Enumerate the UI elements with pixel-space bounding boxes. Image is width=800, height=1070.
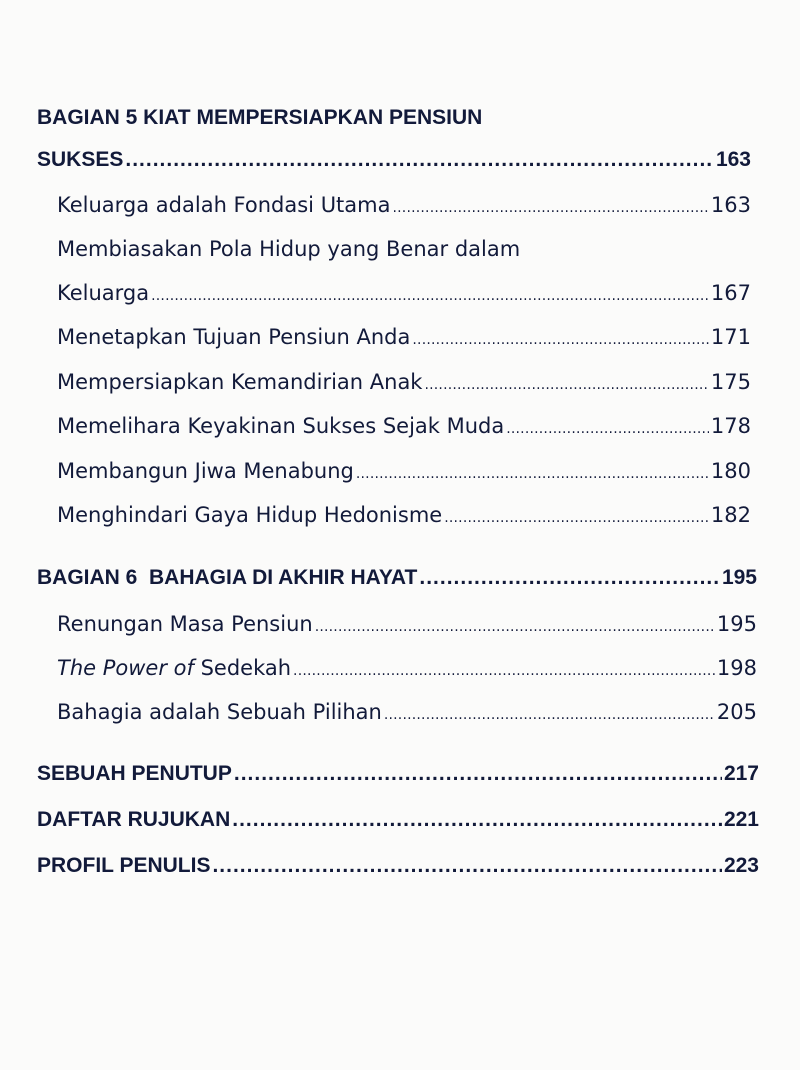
dot-leader (356, 466, 709, 482)
entry-title-italic: The Power of (57, 656, 194, 680)
dot-leader (412, 332, 709, 348)
section-5-title-cont: SUKSES (37, 148, 124, 171)
closing-row (37, 808, 759, 832)
entry-title: Renungan Masa Pensiun (57, 612, 313, 636)
toc-entry (57, 193, 751, 217)
entry-page: 198 (716, 656, 757, 680)
closing-title: PROFIL PENULIS (37, 854, 211, 877)
dot-leader (315, 619, 715, 635)
entry-title: Menghindari Gaya Hidup Hedonisme (57, 503, 443, 527)
entry-title: Menetapkan Tujuan Pensiun Anda (57, 325, 411, 349)
dot-leader (212, 854, 721, 878)
section-5-title: BAGIAN 5 KIAT MEMPERSIAPKAN PENSIUN (37, 106, 483, 129)
entry-page: 163 (710, 193, 751, 217)
section-5-heading-row (37, 148, 751, 172)
toc-entry (57, 612, 757, 636)
dot-leader (125, 148, 714, 172)
closing-page: 223 (723, 854, 759, 877)
toc-entry (57, 700, 757, 724)
section-6-heading-row (37, 566, 757, 590)
toc-entry (57, 281, 751, 305)
closing-page: 217 (723, 762, 759, 785)
entry-page: 171 (710, 325, 751, 349)
entry-title: Keluarga adalah Fondasi Utama (57, 193, 391, 217)
closing-row (37, 854, 759, 878)
dot-leader (232, 808, 722, 832)
dot-leader (506, 421, 709, 437)
entry-title: Membiasakan Pola Hidup yang Benar dalam (57, 237, 521, 261)
closing-title: SEBUAH PENUTUP (37, 762, 232, 785)
section-6-title: BAGIAN 6 BAHAGIA DI AKHIR HAYAT (37, 566, 418, 589)
closing-title: DAFTAR RUJUKAN (37, 808, 231, 831)
entry-page: 175 (710, 370, 751, 394)
toc-entry (57, 370, 751, 394)
dot-leader (419, 566, 720, 590)
entry-title: Memelihara Keyakinan Sukses Sejak Muda (57, 414, 505, 438)
entry-page: 195 (716, 612, 757, 636)
entry-title (57, 656, 291, 680)
entry-title: Membangun Jiwa Menabung (57, 459, 354, 483)
toc-entry (57, 325, 751, 349)
toc-entry (57, 414, 751, 438)
dot-leader (293, 663, 715, 679)
toc-entry (57, 459, 751, 483)
closing-page: 221 (723, 808, 759, 831)
entry-title-cont: Keluarga (57, 281, 150, 305)
dot-leader (151, 288, 709, 304)
entry-title: Bahagia adalah Sebuah Pilihan (57, 700, 382, 724)
dot-leader (384, 707, 715, 723)
dot-leader (393, 200, 709, 216)
dot-leader (234, 762, 722, 786)
toc-entry (57, 503, 751, 527)
section-5-page: 163 (715, 148, 751, 171)
toc-entry (57, 656, 757, 680)
entry-page: 178 (710, 414, 751, 438)
section-6-page: 195 (721, 566, 757, 589)
dot-leader (444, 510, 709, 526)
entry-page: 205 (716, 700, 757, 724)
dot-leader (424, 377, 708, 393)
entry-title: Mempersiapkan Kemandirian Anak (57, 370, 423, 394)
closing-row (37, 762, 759, 786)
entry-page: 180 (710, 459, 751, 483)
entry-page: 182 (710, 503, 751, 527)
entry-title-rest: Sedekah (193, 656, 292, 680)
entry-page: 167 (710, 281, 751, 305)
